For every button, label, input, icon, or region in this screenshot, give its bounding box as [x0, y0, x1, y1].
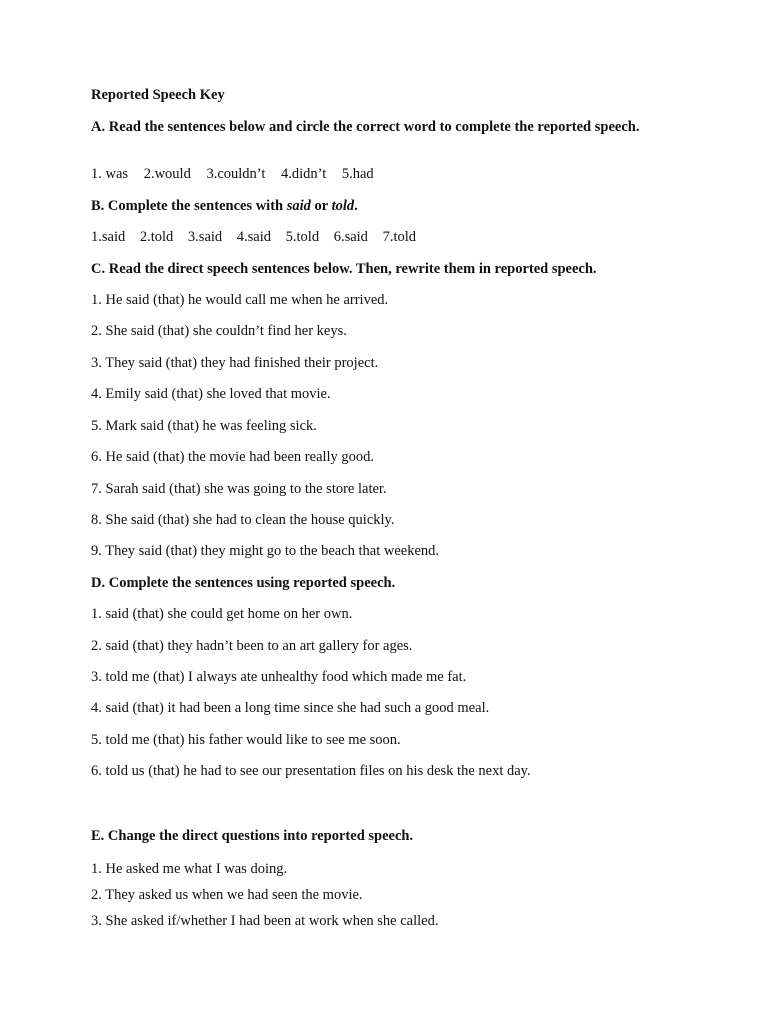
section-d-item: 6. told us (that) he had to see our presentation files on his desk the next day.: [91, 763, 531, 779]
section-e-item: 3. She asked if/whether I had been at work when she called.: [91, 913, 439, 929]
answer-a-3: 3.couldn’t: [206, 166, 266, 182]
answer-a-5: 5.had: [341, 166, 374, 182]
answer-b-1: 1.said: [91, 229, 126, 245]
section-c-heading: C. Read the direct speech sentences below. Then, rewrite them in reported speech.: [91, 261, 597, 277]
section-b-heading-end: .: [354, 198, 358, 214]
section-d-item: 4. said (that) it had been a long time since she had such a good meal.: [91, 700, 490, 716]
section-c-item: 3. They said (that) they had finished their project.: [91, 355, 379, 371]
section-b-heading-pre: B. Complete the sentences with: [91, 198, 287, 214]
section-b-heading-told: told: [331, 198, 355, 214]
section-b-heading-or: or: [310, 198, 332, 214]
section-c-item: 7. Sarah said (that) she was going to the store later.: [91, 481, 387, 497]
answer-a-1: 1. was: [91, 166, 129, 182]
section-e-item: 1. He asked me what I was doing.: [91, 861, 288, 877]
section-e-heading: E. Change the direct questions into reported speech.: [91, 828, 414, 844]
section-e-item: 2. They asked us when we had seen the movie.: [91, 887, 363, 903]
section-d-item: 1. said (that) she could get home on her own.: [91, 606, 353, 622]
section-c-item: 4. Emily said (that) she loved that movie.: [91, 386, 331, 402]
answer-b-2: 2.told: [139, 229, 174, 245]
section-b-heading: [91, 198, 358, 215]
section-c-item: 9. They said (that) they might go to the beach that weekend.: [91, 543, 440, 559]
answer-b-5: 5.told: [285, 229, 320, 245]
section-a-heading: A. Read the sentences below and circle the correct word to complete the reported speech.: [91, 119, 640, 135]
answer-b-3: 3.said: [187, 229, 223, 245]
section-d-item: 2. said (that) they hadn’t been to an art gallery for ages.: [91, 638, 413, 654]
section-d-heading: D. Complete the sentences using reported speech.: [91, 575, 396, 591]
section-c-item: 5. Mark said (that) he was feeling sick.: [91, 418, 317, 434]
section-c-item: 2. She said (that) she couldn’t find her keys.: [91, 323, 347, 339]
answer-b-4: 4.said: [236, 229, 272, 245]
answer-b-6: 6.said: [333, 229, 368, 245]
section-b-heading-said: said: [286, 198, 311, 214]
answer-a-4: 4.didn’t: [281, 166, 327, 182]
section-d-item: 3. told me (that) I always ate unhealthy food which made me fat.: [91, 669, 467, 685]
section-a-answers: [91, 166, 374, 183]
answer-b-7: 7.told: [382, 229, 416, 245]
section-d-item: 5. told me (that) his father would like to see me soon.: [91, 732, 401, 748]
section-b-answers: [91, 229, 416, 246]
section-c-item: 8. She said (that) she had to clean the house quickly.: [91, 512, 395, 528]
section-c-item: 1. He said (that) he would call me when he arrived.: [91, 292, 389, 308]
section-c-item: 6. He said (that) the movie had been really good.: [91, 449, 375, 465]
document-title: Reported Speech Key: [91, 87, 225, 103]
answer-a-2: 2.would: [143, 166, 191, 182]
